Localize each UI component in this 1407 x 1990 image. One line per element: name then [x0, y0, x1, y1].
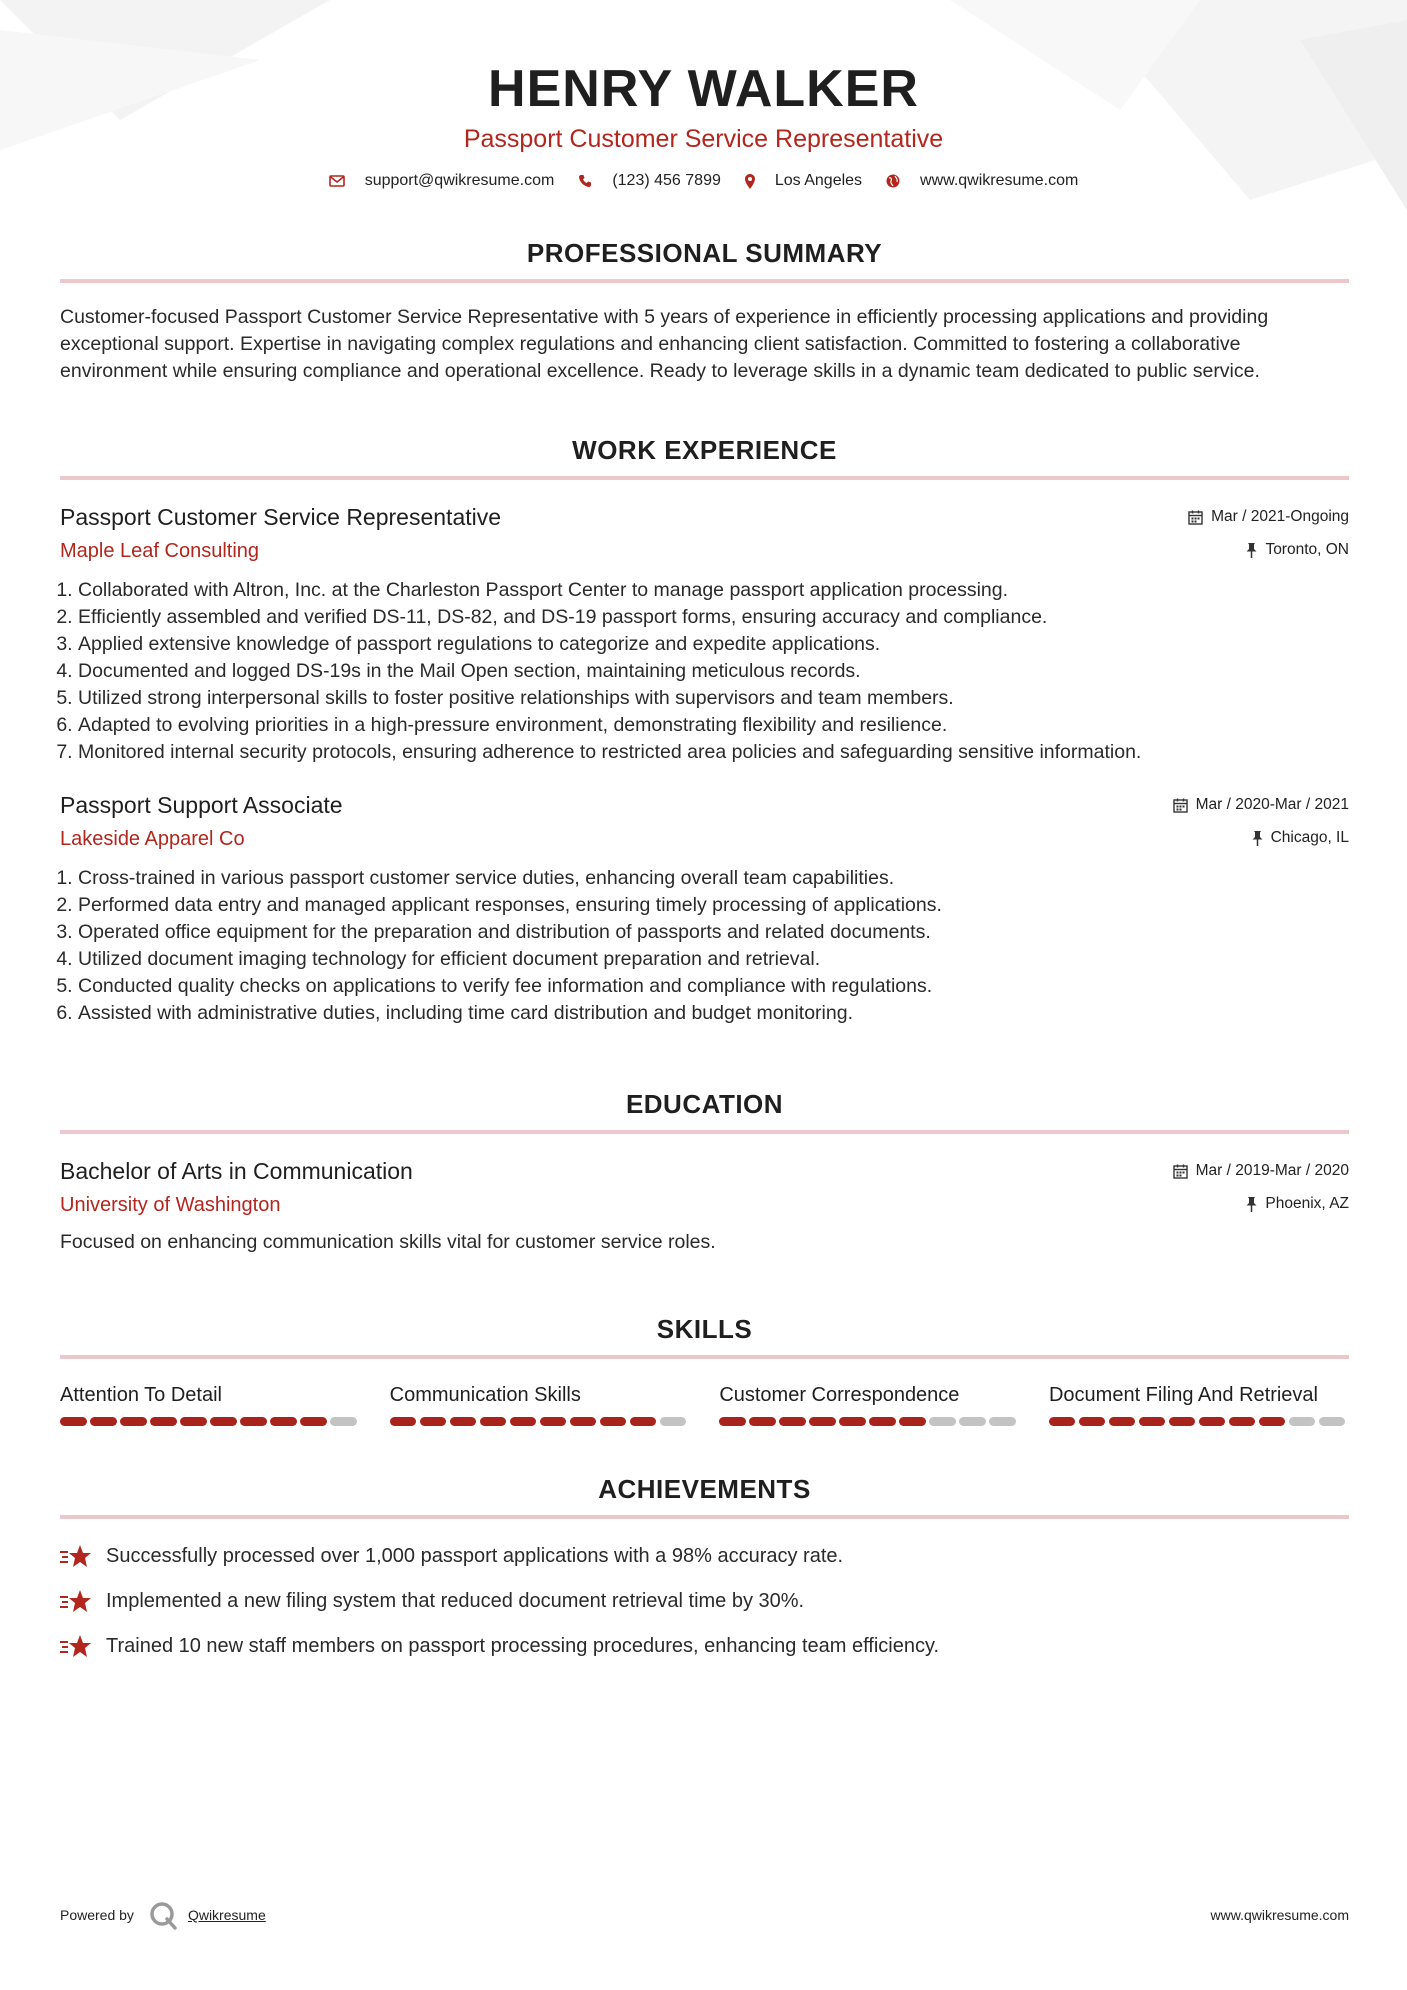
skill-segment-empty	[989, 1417, 1016, 1426]
achievement-text: Successfully processed over 1,000 passport applications with a 98% accuracy rate.	[106, 1544, 844, 1567]
experience-heading: WORK EXPERIENCE	[572, 435, 837, 465]
skill-segment-filled	[1139, 1417, 1166, 1426]
skill-segment-empty	[929, 1417, 956, 1426]
skill-item	[1049, 1381, 1349, 1426]
resume-body	[60, 236, 1349, 1676]
school-name: University of Washington	[60, 1194, 281, 1216]
company-name: Maple Leaf Consulting	[60, 540, 260, 562]
skill-segment-filled	[719, 1417, 746, 1426]
skill-segment-empty	[660, 1417, 687, 1426]
experience-entry	[60, 502, 1349, 766]
summary-section	[60, 236, 1349, 385]
star-icon	[60, 1544, 92, 1568]
powered-by	[60, 1900, 266, 1930]
skill-segment-filled	[1199, 1417, 1226, 1426]
skill-segment-empty	[330, 1417, 357, 1426]
experience-section	[60, 433, 1349, 1027]
job-title: Passport Support Associate	[60, 792, 343, 818]
achievement-item	[60, 1586, 1349, 1616]
education-location: Phoenix, AZ	[1265, 1195, 1349, 1212]
phone-text: (123) 456 7899	[612, 172, 721, 189]
skills-heading: SKILLS	[656, 1314, 753, 1344]
duty-list	[60, 865, 1349, 1027]
job-title: Passport Customer Service Representative	[60, 504, 502, 530]
section-divider	[60, 1515, 1349, 1519]
education-dates: Mar / 2019-Mar / 2020	[1195, 1162, 1349, 1179]
achievement-item	[60, 1631, 1349, 1661]
duty-item: 1. Cross-trained in various passport customer service duties, enhancing overall team capabilities.	[78, 865, 1349, 892]
company-name: Lakeside Apparel Co	[60, 828, 245, 850]
skill-segment-filled	[809, 1417, 836, 1426]
skill-level-bar	[719, 1417, 1019, 1426]
globe-icon	[886, 174, 900, 188]
skill-item	[719, 1381, 1019, 1426]
job-location: Chicago, IL	[1270, 829, 1349, 846]
section-divider	[60, 279, 1349, 283]
duty-item: 2. Efficiently assembled and verified DS-11, DS-82, and DS-19 passport forms, ensuring accuracy and compliance.	[78, 604, 1349, 631]
summary-text: Customer-focused Passport Customer Service Representative with 5 years of experience in efficiently processing applications and providing exceptional support. Expertise in navigating complex regulations and enhancing client satisfaction. Committed to fostering a collaborative environment while ensuring compliance and operational excellence. Ready to leverage skills in a dynamic team dedicated to public service.	[60, 306, 1269, 382]
duty-list	[60, 577, 1349, 766]
pushpin-icon	[1252, 831, 1263, 846]
contact-website[interactable]	[886, 172, 1078, 190]
skill-level-bar	[60, 1417, 360, 1426]
skill-segment-filled	[1049, 1417, 1076, 1426]
skill-segment-filled	[210, 1417, 237, 1426]
star-icon	[60, 1634, 92, 1658]
duty-item: 6. Adapted to evolving priorities in a high-pressure environment, demonstrating flexibility and resilience.	[78, 712, 1349, 739]
contact-row	[0, 172, 1407, 190]
phone-icon	[578, 174, 592, 188]
skill-segment-filled	[779, 1417, 806, 1426]
achievement-text: Trained 10 new staff members on passport processing procedures, enhancing team efficiency.	[106, 1634, 940, 1657]
contact-phone[interactable]	[578, 172, 721, 190]
skill-item	[390, 1381, 690, 1426]
location-text: Los Angeles	[774, 172, 863, 189]
education-heading: EDUCATION	[625, 1089, 784, 1119]
duty-item: 1. Collaborated with Altron, Inc. at the Charleston Passport Center to manage passport application processing.	[78, 577, 1349, 604]
duty-item: 5. Conducted quality checks on applications to verify fee information and compliance with regulations.	[78, 973, 1349, 1000]
education-description: Focused on enhancing communication skills vital for customer service roles.	[60, 1231, 716, 1253]
skill-segment-filled	[420, 1417, 447, 1426]
candidate-title: Passport Customer Service Representative	[463, 125, 944, 153]
education-entry	[60, 1156, 1349, 1256]
skill-segment-filled	[1229, 1417, 1256, 1426]
skill-segment-filled	[150, 1417, 177, 1426]
degree-name: Bachelor of Arts in Communication	[60, 1158, 413, 1184]
skill-segment-filled	[540, 1417, 567, 1426]
summary-heading: PROFESSIONAL SUMMARY	[526, 238, 883, 268]
email-text: support@qwikresume.com	[364, 172, 555, 189]
skill-segment-filled	[90, 1417, 117, 1426]
skill-segment-filled	[390, 1417, 417, 1426]
map-pin-icon	[745, 174, 755, 189]
entry-meta	[1173, 1156, 1349, 1219]
skill-item	[60, 1381, 360, 1426]
section-divider	[60, 476, 1349, 480]
skill-name: Document Filing And Retrieval	[1048, 1384, 1318, 1406]
achievements-heading: ACHIEVEMENTS	[598, 1474, 811, 1504]
achievement-list	[60, 1541, 1349, 1661]
entry-meta	[1188, 502, 1349, 565]
skill-name: Attention To Detail	[60, 1384, 222, 1406]
skill-segment-filled	[1259, 1417, 1286, 1426]
brand-link[interactable]: Qwikresume	[187, 1907, 266, 1923]
skills-section	[60, 1312, 1349, 1426]
skill-name: Communication Skills	[389, 1384, 581, 1406]
skill-segment-filled	[839, 1417, 866, 1426]
skills-grid	[60, 1381, 1349, 1426]
skill-segment-filled	[600, 1417, 627, 1426]
skill-segment-filled	[1079, 1417, 1106, 1426]
duty-item: 4. Documented and logged DS-19s in the Mail Open section, maintaining meticulous records.	[78, 658, 1349, 685]
calendar-icon	[1173, 798, 1188, 813]
skill-level-bar	[390, 1417, 690, 1426]
skill-segment-filled	[510, 1417, 537, 1426]
skill-segment-filled	[60, 1417, 87, 1426]
job-dates: Mar / 2021-Ongoing	[1211, 508, 1349, 525]
skill-segment-filled	[450, 1417, 477, 1426]
duty-item: 2. Performed data entry and managed applicant responses, ensuring timely processing of applications.	[78, 892, 1349, 919]
skill-segment-filled	[270, 1417, 297, 1426]
skill-segment-filled	[1169, 1417, 1196, 1426]
skill-segment-empty	[1319, 1417, 1346, 1426]
skill-segment-filled	[180, 1417, 207, 1426]
skill-segment-filled	[1109, 1417, 1136, 1426]
section-divider	[60, 1355, 1349, 1359]
job-dates: Mar / 2020-Mar / 2021	[1195, 796, 1349, 813]
contact-location	[745, 172, 862, 190]
qwikresume-logo-icon	[148, 1900, 178, 1930]
duty-item: 3. Applied extensive knowledge of passport regulations to categorize and expedite applications.	[78, 631, 1349, 658]
skill-segment-filled	[749, 1417, 776, 1426]
calendar-icon	[1188, 510, 1203, 525]
achievements-section	[60, 1472, 1349, 1661]
achievement-item	[60, 1541, 1349, 1571]
skill-segment-filled	[869, 1417, 896, 1426]
skill-segment-filled	[630, 1417, 657, 1426]
contact-email[interactable]	[329, 172, 555, 190]
skill-segment-filled	[240, 1417, 267, 1426]
section-divider	[60, 1130, 1349, 1134]
skill-segment-empty	[959, 1417, 986, 1426]
star-icon	[60, 1589, 92, 1613]
duty-item: 6. Assisted with administrative duties, including time card distribution and budget monitoring.	[78, 1000, 1349, 1027]
skill-segment-filled	[480, 1417, 507, 1426]
envelope-icon	[329, 175, 345, 187]
duty-item: 5. Utilized strong interpersonal skills to foster positive relationships with supervisors and team members.	[78, 685, 1349, 712]
powered-by-label: Powered by	[60, 1907, 134, 1923]
duty-item: 4. Utilized document imaging technology for efficient document preparation and retrieval.	[78, 946, 1349, 973]
education-section	[60, 1087, 1349, 1256]
calendar-icon	[1173, 1164, 1188, 1179]
entry-meta	[1173, 790, 1349, 853]
skill-segment-filled	[899, 1417, 926, 1426]
skill-segment-filled	[120, 1417, 147, 1426]
resume-header	[0, 58, 1407, 190]
skill-segment-filled	[570, 1417, 597, 1426]
pushpin-icon	[1246, 543, 1257, 558]
experience-entry	[60, 790, 1349, 1027]
job-location: Toronto, ON	[1265, 541, 1349, 558]
duty-item: 3. Operated office equipment for the preparation and distribution of passports and related documents.	[78, 919, 1349, 946]
skill-segment-filled	[300, 1417, 327, 1426]
pushpin-icon	[1246, 1197, 1257, 1212]
achievement-text: Implemented a new filing system that reduced document retrieval time by 30%.	[106, 1589, 805, 1612]
candidate-name: HENRY WALKER	[488, 60, 919, 118]
duty-item: 7. Monitored internal security protocols, ensuring adherence to restricted area policies and safeguarding sensitive information.	[78, 739, 1349, 766]
resume-footer	[60, 1900, 1349, 1930]
skill-name: Customer Correspondence	[719, 1384, 960, 1406]
skill-level-bar	[1049, 1417, 1349, 1426]
website-text: www.qwikresume.com	[920, 172, 1079, 189]
skill-segment-empty	[1289, 1417, 1316, 1426]
footer-website[interactable]: www.qwikresume.com	[1210, 1907, 1349, 1923]
